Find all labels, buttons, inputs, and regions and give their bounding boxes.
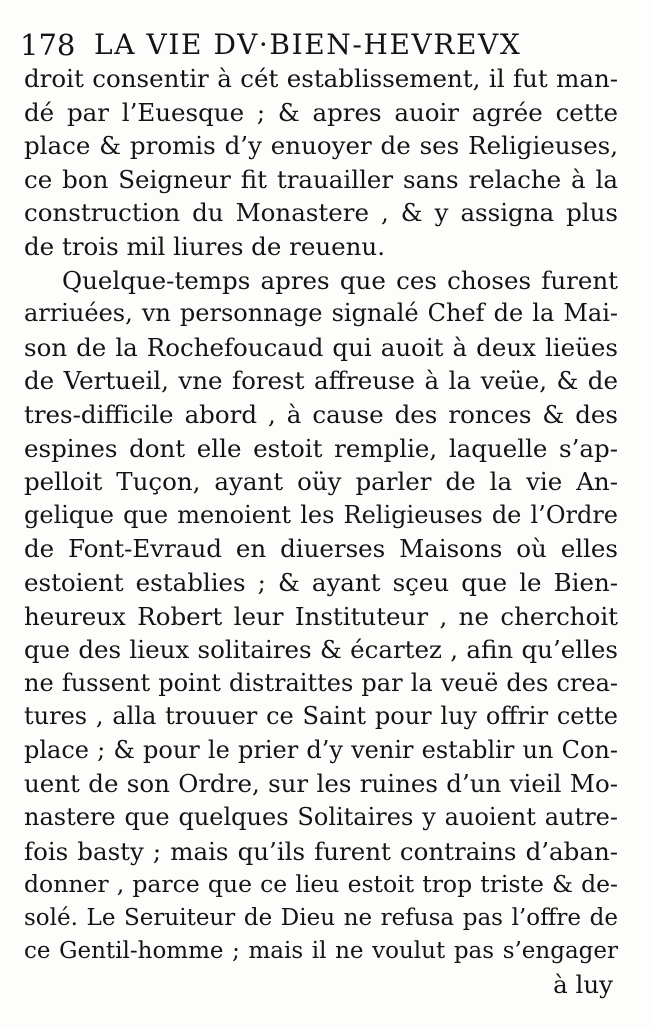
page-header xyxy=(20,24,620,64)
text-line: solé. Le Seruiteur de Dieu ne refusa pas l’offre de xyxy=(24,904,618,931)
text-line: de Font-Evraud en diuerses Maisons où elles xyxy=(24,534,618,564)
text-line: son de la Rochefoucaud qui auoit à deux lieües xyxy=(24,332,618,362)
text-line: Quelque-temps apres que ces choses furent xyxy=(62,265,618,295)
text-line: de Vertueil, vne forest affreuse à la veüe, & de xyxy=(24,366,618,396)
page-number: 178 xyxy=(20,28,76,62)
text-line: tures , alla trouuer ce Saint pour luy offrir cette xyxy=(24,702,618,731)
text-line: construction du Monastere , & y assigna plus xyxy=(24,198,618,228)
text-line: fois basty ; mais qu’ils furent contrains d’aban- xyxy=(24,836,618,866)
running-title: LA VIE DV·BIEN-HEVREVX xyxy=(94,28,522,61)
text-line: ce bon Seigneur fit trauailler sans relache à la xyxy=(24,164,618,194)
text-line: gelique que menoient les Religieuses de l’Ordre xyxy=(24,500,618,529)
text-line: de trois mil liures de reuenu. xyxy=(24,231,385,261)
body-text xyxy=(24,62,618,969)
text-line: place ; & pour le prier d’y venir establir un Con- xyxy=(24,735,618,764)
text-line: uent de son Ordre, sur les ruines d’un vieil Mo- xyxy=(24,769,618,799)
text-line: ne fussent point distraittes par la veuë des crea- xyxy=(24,668,618,697)
text-line: nastere que quelques Solitaires y auoient autre- xyxy=(24,803,618,832)
text-line: ce Gentil-homme ; mais il ne voulut pas s’engager xyxy=(24,938,618,965)
paragraph xyxy=(24,264,618,969)
text-line: heureux Robert leur Instituteur , ne cherchoit xyxy=(24,601,618,631)
text-line: espines dont elle estoit remplie, laquelle s’ap- xyxy=(24,433,618,463)
text-line: estoient establies ; & ayant sçeu que le Bien- xyxy=(24,567,618,597)
text-line: tres-difficile abord , à cause des ronces & des xyxy=(24,399,618,429)
text-line: dé par l’Euesque ; & apres auoir agrée cette xyxy=(24,97,618,127)
text-line: place & promis d’y enuoyer de ses Religieuses, xyxy=(24,131,618,161)
text-line: droit consentir à cét establissement, il fut man- xyxy=(24,64,618,93)
text-line: arriuées, vn personnage signalé Chef de la Mai- xyxy=(24,299,618,328)
catchword: à luy xyxy=(553,970,613,999)
text-line: que des lieux solitaires & écartez , afin qu’elles xyxy=(24,635,618,665)
paragraph xyxy=(24,62,618,264)
text-line: donner , parce que ce lieu estoit trop triste & de- xyxy=(24,870,618,899)
text-line: pelloit Tuçon, ayant oüy parler de la vie An- xyxy=(24,467,618,497)
